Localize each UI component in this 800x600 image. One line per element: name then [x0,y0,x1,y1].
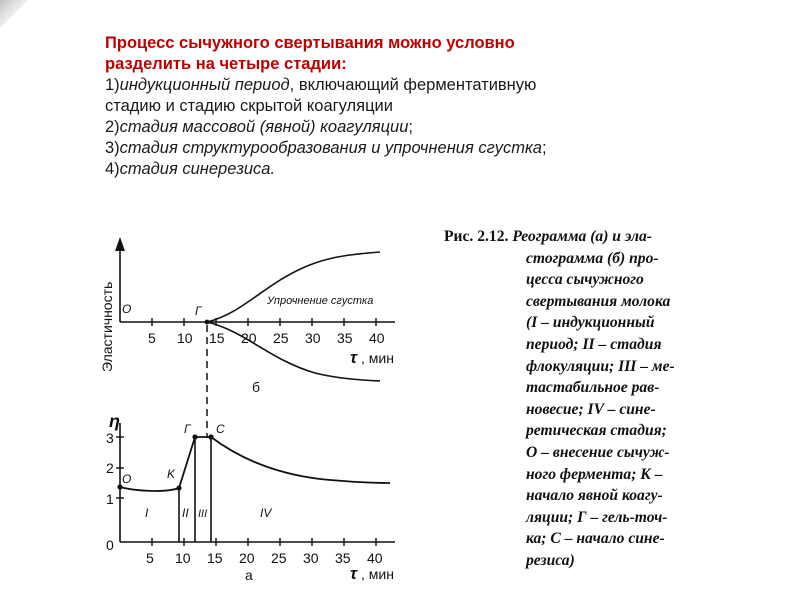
caption-line: флокуляции; III – ме- [526,357,675,375]
stage-label-iv: IV [260,506,272,520]
point-label-o: O [122,472,132,486]
top-tick-15: 15 [209,330,225,346]
caption-line: ретическая стадия; [526,422,667,440]
bottom-tick-10: 10 [175,550,191,566]
viscosity-curve [120,437,390,491]
top-y-label: Эластичность [99,281,115,372]
curve-points [117,320,213,491]
top-origin-label: O [122,302,132,316]
item1-line2: стадию и стадию скрытой коагуляции [105,97,393,115]
point-label-k: K [167,467,176,481]
top-curve-label: Упрочнение сгустка [267,295,374,307]
intro-text [105,33,665,180]
rheogram-figure [95,225,425,585]
caption-line: начало явной коагу- [526,487,663,505]
stage-item-4 [105,159,665,180]
bottom-y-tick-3: 3 [106,430,114,446]
point-label-c: C [216,422,225,436]
bottom-tick-20: 20 [239,550,255,566]
caption-line: стограмма (б) про- [526,249,659,267]
top-tick-40: 40 [369,330,385,346]
figure-svg [95,225,425,585]
caption-line: ляции; Г – гель-точ- [526,508,668,526]
bottom-tick-30: 30 [303,550,319,566]
bottom-x-unit: , мин [361,566,394,582]
caption-line: резиса) [526,551,575,569]
bottom-tick-25: 25 [271,550,287,566]
stage-item-1 [105,75,665,117]
item3-term: стадия структурообразования и упрочнения сгустка [119,139,542,157]
caption-line: (I – индукционный [526,314,655,332]
item1-num: 1) [105,76,120,94]
caption-line-1 [444,226,734,248]
item1-rest: , включающий ферментативную [289,76,537,94]
point-label-g: Г [184,422,191,436]
bottom-tick-35: 35 [335,550,351,566]
item4-num: 4) [105,160,120,178]
top-tick-25: 25 [273,330,289,346]
top-tick-10: 10 [177,330,193,346]
top-sublabel: б [252,379,261,395]
item4-term: стадия синерезиса. [119,160,276,178]
top-tick-20: 20 [241,330,257,346]
caption-line: ного фермента; К – [526,465,663,483]
stage-label-i: I [145,506,149,520]
item3-end: ; [541,139,547,157]
item2-num: 2) [105,118,120,136]
caption-line: цесса сычужного [526,271,644,289]
top-x-symbol: τ [350,348,357,367]
item2-end: ; [408,118,413,136]
stage-item-2 [105,117,665,138]
bottom-y-tick-1: 1 [106,491,114,507]
caption-prefix: Рис. 2.12. [444,228,509,245]
top-gel-label: Г [195,304,202,318]
caption-line: ка; С – начало сине- [526,530,665,548]
bottom-y-tick-0: 0 [106,537,114,553]
caption-line: период; II – стадия [526,335,662,353]
caption-line: O – внесение сычуж- [526,443,670,461]
caption-line: новесие; IV – сине- [526,400,656,418]
bottom-tick-15: 15 [207,550,223,566]
stage-label-iii: III [198,508,208,520]
caption-line: тастабильное рав- [526,379,660,397]
caption-line: свертывания молока [526,292,671,310]
top-tick-35: 35 [337,330,353,346]
heading-line-2: разделить на четыре стадии: [105,55,347,73]
top-tick-5: 5 [148,330,156,346]
bottom-tick-40: 40 [367,550,383,566]
item3-num: 3) [105,139,120,157]
stage-label-ii: II [182,506,189,520]
bottom-y-tick-2: 2 [106,460,114,476]
figure-caption [444,226,734,572]
heading-line-1: Процесс сычужного свертывания можно условно [105,34,515,52]
bottom-x-symbol: τ [350,564,357,583]
item2-term: стадия массовой (явной) коагуляции [119,118,409,136]
bottom-y-symbol: η [109,411,120,431]
top-x-unit: , мин [361,350,394,366]
item1-term: индукционный период [119,76,290,94]
elasticity-curve-upper [207,252,380,322]
top-tick-30: 30 [305,330,321,346]
top-y-arrow-icon [115,237,125,251]
stage-item-3 [105,138,665,159]
bottom-tick-5: 5 [146,550,154,566]
bottom-sublabel: а [245,567,253,583]
intro-heading [105,33,665,75]
caption-text-0: Реограмма (а) и эла- [512,228,652,245]
